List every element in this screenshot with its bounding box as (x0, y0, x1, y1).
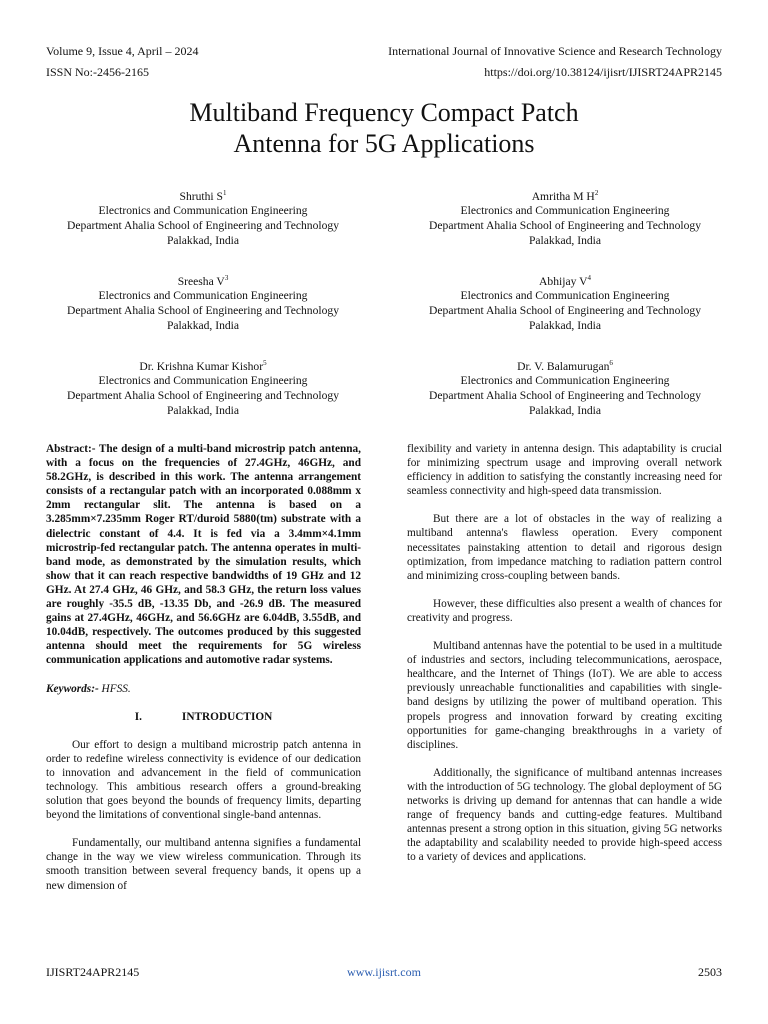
footer-website-link[interactable]: www.ijisrt.com (347, 965, 421, 979)
author-block (400, 356, 730, 418)
author-dept: Electronics and Communication Engineering (460, 204, 670, 218)
section-title: INTRODUCTION (181, 710, 273, 723)
author-dept: Electronics and Communication Engineering (460, 374, 670, 388)
author-block (38, 186, 368, 248)
left-column (46, 442, 361, 907)
title-line-1: Multiband Frequency Compact Patch (189, 98, 579, 127)
author-school: Department Ahalia School of Engineering and Technology (429, 304, 701, 318)
right-column (407, 442, 722, 878)
paragraph: flexibility and variety in antenna design. This adaptability is crucial for minimizing spectrum usage and improving overall network efficiency in addition to satisfying the constantly increasing need for seamless connectivity and high-speed data transmission. (407, 443, 722, 498)
paragraph: However, these difficulties also present a wealth of chances for creativity and progress. (407, 597, 722, 624)
author-name: Abhijay $V^4$ (539, 274, 591, 288)
paragraph: Additionally, the significance of multiband antennas increases with the introduction of 5G technology. The global deployment of 5G networks is driving up demand for antennas that can handle a wide range of frequency bands and cutting-edge features. Multiband antennas present a strong option in this situation, giving 5G networks the adaptability and scalability needed to provide high-speed access to a variety of devices and applications. (407, 766, 722, 864)
paragraph: Our effort to design a multiband microstrip patch antenna in order to redefine wireless connectivity is evidence of our dedication to innovation and advancement in the field of communication technology. This ambitious research offers a ground-breaking solution that goes beyond the bounds of frequency limits, departing beyond the limitations of conventional single-band antennas. (46, 738, 361, 822)
author-city: Palakkad, India (528, 403, 602, 417)
author-block (400, 186, 730, 248)
author-city: Palakkad, India (528, 233, 602, 247)
author-block (38, 271, 368, 333)
author-city: Palakkad, India (166, 403, 240, 417)
footer-id: IJISRT24APR2145 (46, 965, 140, 979)
keywords (46, 682, 361, 696)
author-name: Dr. Krishna Kumar Kishor$^5$ (139, 359, 267, 373)
author-name: Amritha M $H^2$ (531, 189, 599, 203)
author-city: Palakkad, India (528, 318, 602, 332)
doi-link[interactable]: https://doi.org/10.38124/ijisrt/IJISRT24APR2145 (484, 65, 722, 79)
author-name: Dr. V. Balamurugan$^6$ (517, 359, 613, 373)
author-block (38, 356, 368, 418)
author-school: Department Ahalia School of Engineering and Technology (67, 219, 339, 233)
author-dept: Electronics and Communication Engineering (98, 374, 308, 388)
author-block (400, 271, 730, 333)
paragraph: Multiband antennas have the potential to be used in a multitude of industries and sectors, including telecommunications, aerospace, healthcare, and the Internet of Things (IoT). We are able to access previously unreachable functionalities and capabilities with single-band designs by utilizing the power of multiband operation. This propels progress and innovation forward by creating exciting opportunities for game-changing breakthroughs in a variety of disciplines. (407, 640, 722, 751)
paper-title (0, 97, 768, 159)
journal-name: International Journal of Innovative Science and Research Technology (388, 44, 722, 58)
author-city: Palakkad, India (166, 233, 240, 247)
author-school: Department Ahalia School of Engineering and Technology (67, 389, 339, 403)
section-number: I. (134, 710, 142, 723)
title-line-2: Antenna for 5G Applications (233, 129, 535, 158)
author-dept: Electronics and Communication Engineering (98, 204, 308, 218)
author-school: Department Ahalia School of Engineering and Technology (429, 389, 701, 403)
keywords-value: HFSS. (101, 682, 131, 695)
author-city: Palakkad, India (166, 318, 240, 332)
author-dept: Electronics and Communication Engineering (460, 289, 670, 303)
page-number: 2503 (698, 965, 722, 979)
author-school: Department Ahalia School of Engineering and Technology (67, 304, 339, 318)
issn: ISSN No:-2456-2165 (46, 65, 150, 79)
paragraph: Fundamentally, our multiband antenna signifies a fundamental change in the way we view wireless communication. Through its smooth transition between several frequency bands, it opens up a new dimension of (46, 837, 361, 892)
paragraph: But there are a lot of obstacles in the way of realizing a multiband antenna's flawless operation. Every component necessitates painstaking attention to detail and rigorous design optimization, from impedance matching to radiation pattern control and minimizing cross-coupling between bands. (407, 513, 722, 582)
author-name: Sreesha $V^3$ (177, 274, 229, 288)
author-school: Department Ahalia School of Engineering and Technology (429, 219, 701, 233)
keywords-label: Keywords:- (46, 682, 99, 695)
abstract: Abstract:- The design of a multi-band microstrip patch antenna, with a focus on the frequencies of 27.4GHz, 46GHz, and 58.2GHz, is described in this work. The antenna arrangement consists of a rectangular patch with an incorporated 0.088mm x 2mm rectangular slit. The antenna is based on a 3.285mm×7.235mm Roger RT/duroid 5880(tm) substrate with a dielectric constant of 4.4. It is fed via a 3.4mm×4.1mm microstrip-fed rectangular patch. The antenna operates in multi-band mode, as demonstrated by the simulation results, which show that it can reach respective bandwidths of 19 GHz and 12 GHz. At 27.4 GHz, 46 GHz, and 58.3 GHz, the return loss values are roughly -35.5 dB, -13.35 Db, and -26.9 dB. The measured gains at 27.4GHz, 46GHz, and 56.6GHz are 6.04dB, 3.55dB, and 10.04dB, respectively. The outcomes produced by this suggested antenna should meet the requirements for 5G wireless communication applications and automotive radar systems. (46, 443, 361, 667)
section-heading (46, 710, 361, 724)
volume-info: Volume 9, Issue 4, April – 2024 (46, 44, 199, 58)
author-name: Shruthi $S^1$ (179, 189, 227, 203)
author-dept: Electronics and Communication Engineering (98, 289, 308, 303)
